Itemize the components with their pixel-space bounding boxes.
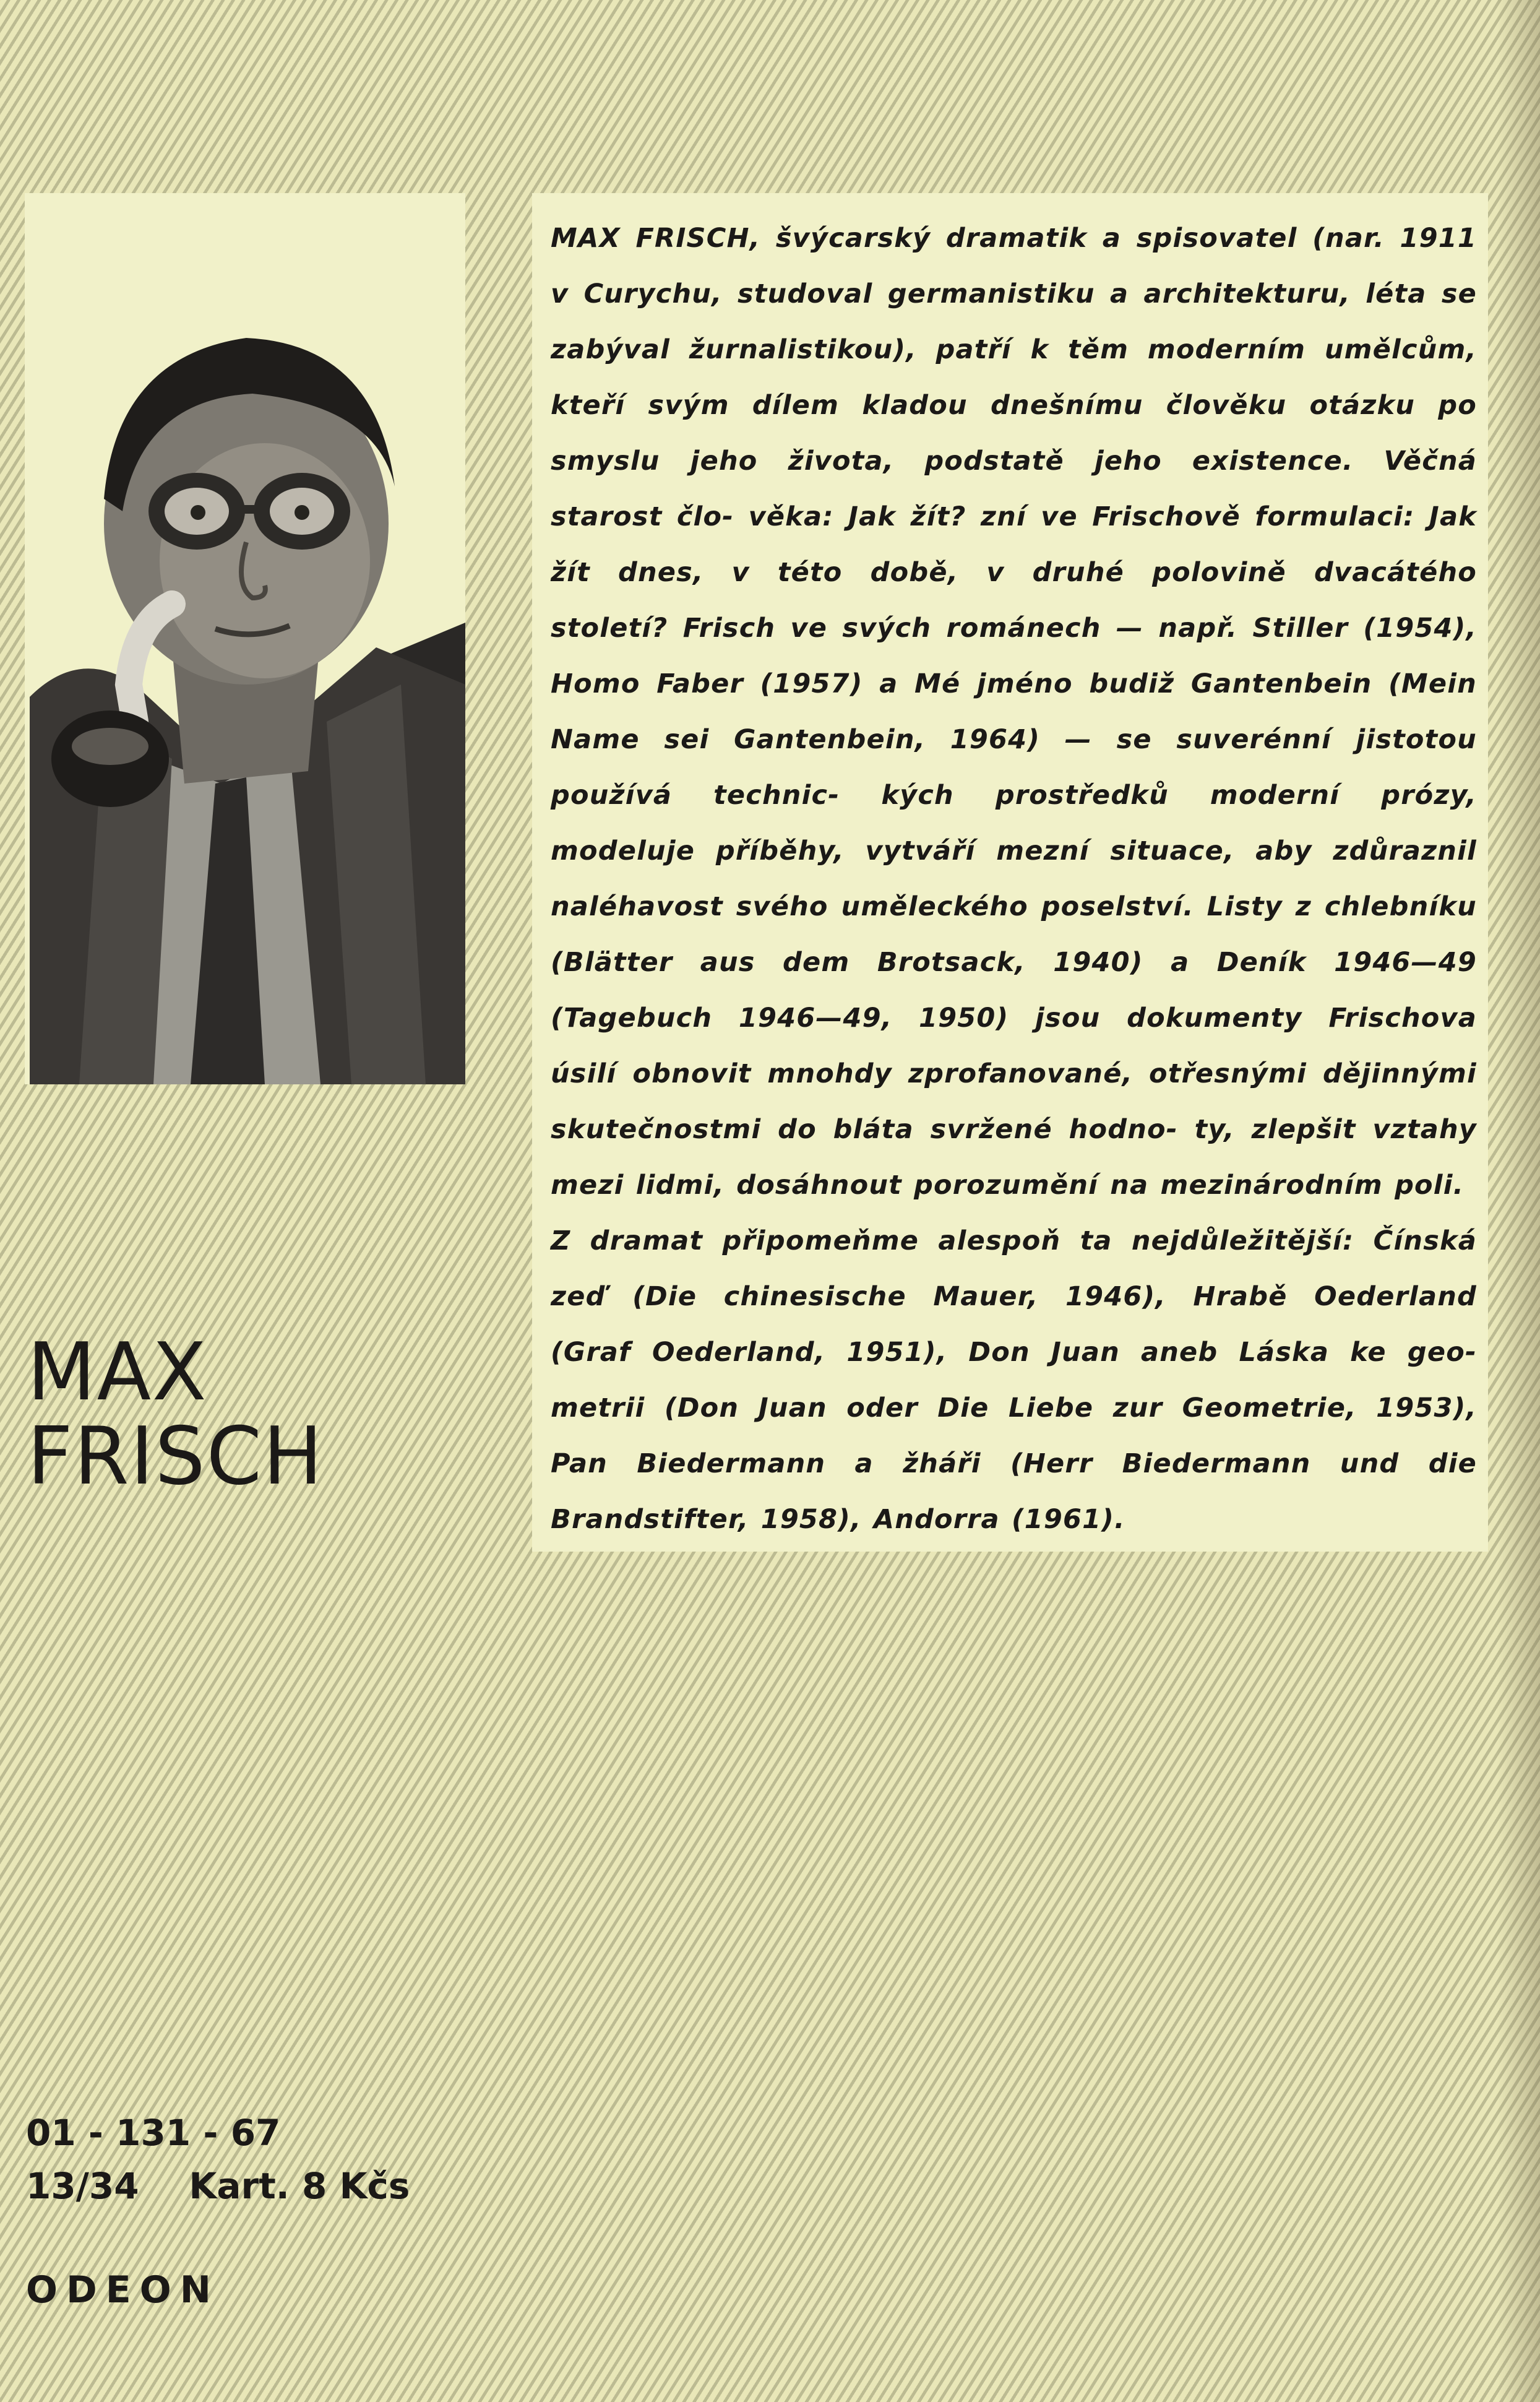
- bio-paragraph-2: Z dramat připomeňme alespoň ta nejdůležitější: Čínská zeď (Die chinesische Mauer, 1946), Hrabě Oederland (Graf Oederland, 1951), Don Juan aneb Láska ke geo- metrii (Don Juan oder Die Liebe zur Geometrie, 1953), Pan Biedermann a žháři (Herr Biedermann und die Brandstifter, 1958), Andorra (1961).: [551, 1225, 1477, 1535]
- author-name-line-1: MAX: [27, 1326, 208, 1419]
- spine-shadow: [1497, 0, 1540, 2402]
- publisher-name: ODEON: [26, 2268, 220, 2312]
- author-photo: [30, 251, 465, 1084]
- author-name: [27, 1326, 324, 1503]
- catalog-price: 13/34 Kart. 8 Kčs: [26, 2165, 410, 2207]
- catalog-info: [26, 2106, 410, 2213]
- photo-panel: [25, 193, 465, 1084]
- bio-text-panel: [532, 193, 1488, 1552]
- author-name-line-2: FRISCH: [27, 1411, 324, 1503]
- bio-paragraph-1: MAX FRISCH, švýcarský dramatik a spisovatel (nar. 1911 v Curychu, studoval germanistiku a architekturu, léta se zabýval žurnalistikou), patří k těm moderním umělcům, kteří svým dílem kladou dnešnímu člověku otázku po smyslu jeho života, podstatě jeho existence. Věčná starost člo- věka: Jak žít? zní ve Frischově formulaci: Jak žít dnes, v této době, v druhé polovině dvacátého století? Frisch ve svých románech — např. Stiller (1954), Homo Faber (1957) a Mé jméno budiž Gantenbein (Mein Name sei Gantenbein, 1964) — se suverénní jistotou používá technic- kých prostředků moderní prózy, modeluje příběhy, vytváří mezní situace, aby zdůraznil naléhavost svého uměleckého poselství. Listy z chlebníku (Blätter aus dem Brotsack, 1940) a Deník 1946—49 (Tagebuch 1946—49, 1950) jsou dokumenty Frischova úsilí obnovit mnohdy zprofanované, otřesnými dějinnými skutečnostmi do bláta svržené hodno- ty, zlepšit vztahy mezi lidmi, dosáhnout porozumění na mezinárodním poli.: [551, 223, 1477, 1201]
- catalog-number: 01 - 131 - 67: [26, 2112, 281, 2154]
- author-portrait-image: [30, 251, 465, 1084]
